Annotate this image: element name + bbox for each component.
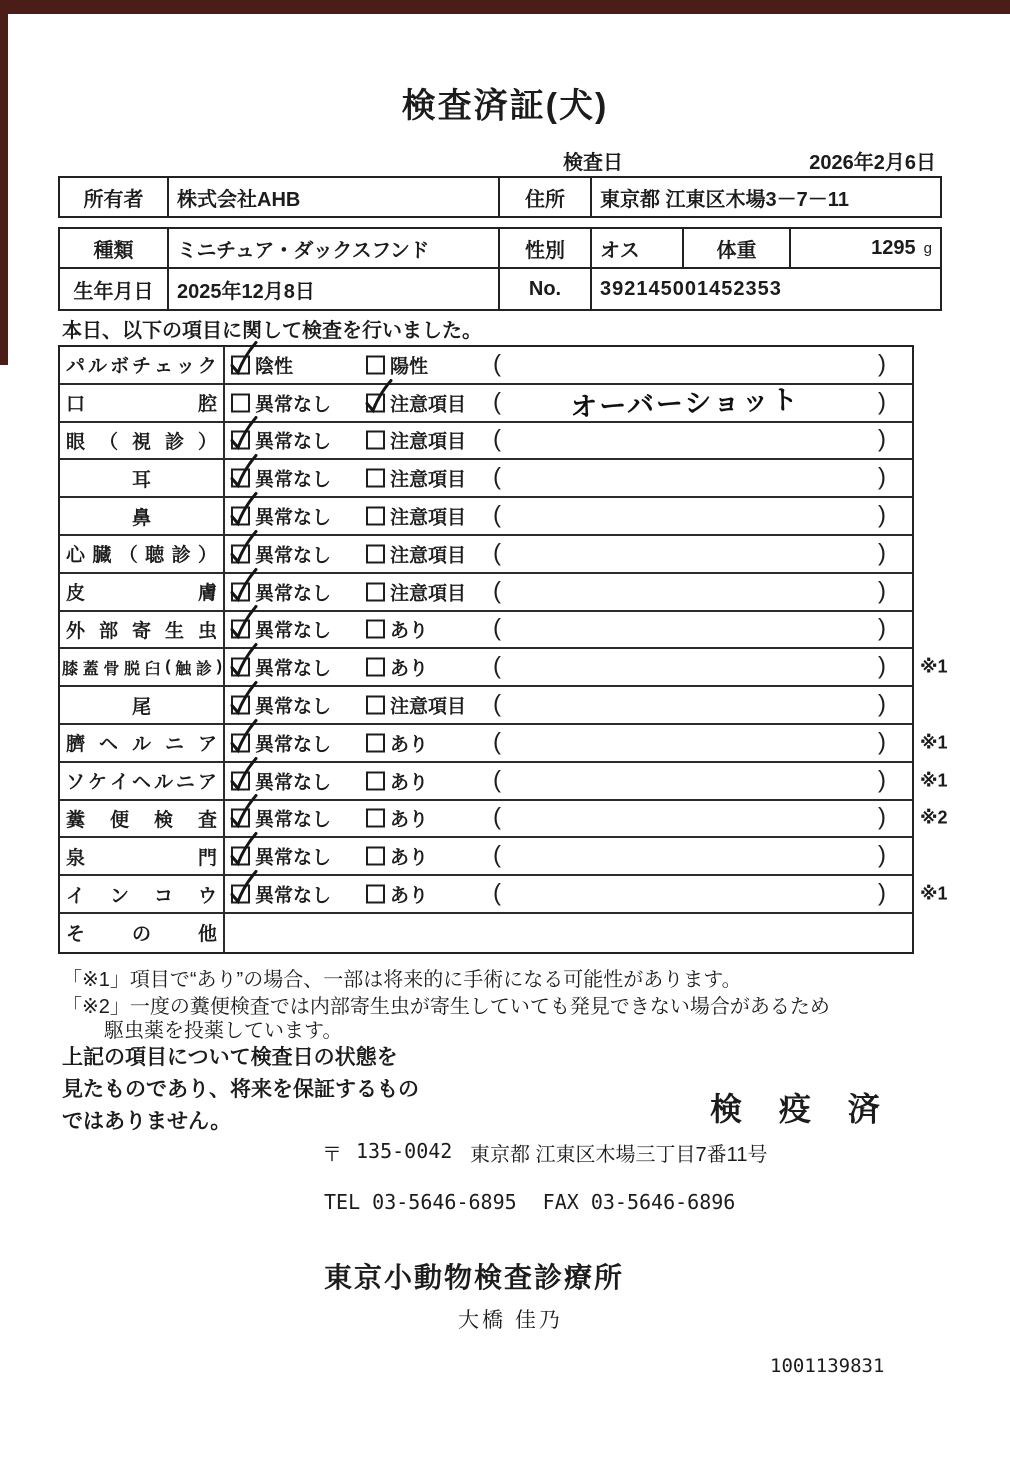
tel-number: TEL 03-5646-6895 <box>324 1190 517 1214</box>
exam-option <box>231 389 331 416</box>
paren-open: ( <box>493 425 501 453</box>
exam-option <box>366 729 428 756</box>
exam-item-label: 泉 門 <box>60 838 225 874</box>
exam-option <box>366 578 466 605</box>
exam-option <box>231 805 331 832</box>
exam-option-label: 異常なし <box>255 734 332 756</box>
checkbox-unchecked <box>366 355 385 374</box>
exam-option <box>231 465 331 492</box>
checkbox-checked <box>231 469 250 488</box>
dog-info-table <box>58 227 942 270</box>
paren-open: ( <box>493 388 501 416</box>
checkbox-unchecked <box>366 620 385 639</box>
disclaimer-line-3: ではありません。 <box>62 1110 232 1133</box>
exam-option-label: あり <box>390 809 429 831</box>
checkbox-checked <box>366 393 385 412</box>
exam-row-content <box>225 574 912 610</box>
exam-row <box>60 574 912 612</box>
exam-item-label: 臍 ヘ ル ニ ア <box>60 725 225 761</box>
exam-option-label: 注意項目 <box>390 431 467 453</box>
exam-option-label: あり <box>390 772 429 794</box>
paren-open: ( <box>493 728 501 756</box>
exam-option <box>231 351 293 378</box>
exam-option <box>231 654 331 681</box>
exam-item-label: 外 部 寄 生 虫 <box>60 612 225 648</box>
paren-close: ) <box>878 690 886 718</box>
paren-open: ( <box>493 690 501 718</box>
checkbox-checked <box>231 620 250 639</box>
serial-number: 1001139831 <box>770 1355 885 1377</box>
weight-number: 1295 <box>871 237 916 259</box>
handwritten-note: オーバーショット <box>569 384 801 423</box>
paren-open: ( <box>493 501 501 529</box>
exam-option <box>366 540 466 567</box>
paren-close: ) <box>878 766 886 794</box>
paren-close: ) <box>878 803 886 831</box>
intro-text: 本日、以下の項目に関して検査を行いました。 <box>62 320 482 342</box>
exam-row-content <box>225 763 912 799</box>
exam-option <box>366 427 466 454</box>
exam-item-label: ソ ケ イ ヘ ル ニ ア <box>60 763 225 799</box>
scan-edge-top <box>0 0 1010 14</box>
exam-option-label: 注意項目 <box>390 583 467 605</box>
exam-row-content <box>225 423 912 459</box>
exam-option-label: 異常なし <box>255 469 332 491</box>
reference-mark: ※1 <box>920 656 948 677</box>
exam-row-content <box>225 801 912 837</box>
exam-item-label: 尾 <box>60 687 225 723</box>
checkbox-checked <box>231 733 250 752</box>
footnote-2: 「※2」一度の糞便検査では内部寄生虫が寄生していても発見できない場合があるため <box>62 996 830 1018</box>
exam-row <box>60 801 948 839</box>
exam-item-label: 眼 （ 視 診 ） <box>60 423 225 459</box>
examiner-name: 大橋 佳乃 <box>458 1309 563 1332</box>
disclaimer-text <box>62 1042 419 1138</box>
exam-option <box>231 729 331 756</box>
paren-open: ( <box>493 463 501 491</box>
exam-option-label: 異常なし <box>255 394 332 416</box>
paren-close: ) <box>878 652 886 680</box>
exam-option <box>366 351 428 378</box>
exam-option-label: 注意項目 <box>390 545 467 567</box>
exam-row <box>60 460 912 498</box>
exam-item-label: 皮 膚 <box>60 574 225 610</box>
sex-label: 性別 <box>498 229 590 268</box>
exam-option <box>231 540 331 567</box>
paren-open: ( <box>493 577 501 605</box>
checkbox-checked <box>231 582 250 601</box>
exam-row <box>60 876 948 914</box>
owner-value: 株式会社AHB <box>167 178 498 216</box>
exam-row <box>60 687 912 725</box>
exam-option <box>366 503 466 530</box>
fax-number: FAX 03-5646-6896 <box>542 1190 736 1214</box>
owner-label: 所有者 <box>83 188 144 211</box>
exam-option-label: 異常なし <box>255 847 332 869</box>
checkbox-checked <box>231 771 250 790</box>
exam-row <box>60 763 948 801</box>
checkbox-unchecked <box>366 847 385 866</box>
paren-open: ( <box>493 879 501 907</box>
exam-option-label: 異常なし <box>255 583 332 605</box>
exam-option <box>231 843 331 870</box>
paren-close: ) <box>878 879 886 907</box>
exam-option-label: 注意項目 <box>390 394 467 416</box>
exam-option <box>231 427 331 454</box>
exam-item-label: イ ン コ ウ <box>60 876 225 912</box>
paren-close: ) <box>878 350 886 378</box>
checkbox-unchecked <box>366 809 385 828</box>
paren-close: ) <box>878 539 886 567</box>
weight-unit: g <box>923 240 932 257</box>
inspection-date-value: 2026年2月6日 <box>809 152 936 174</box>
exam-option <box>231 503 331 530</box>
paren-close: ) <box>878 501 886 529</box>
exam-option <box>366 843 428 870</box>
checkbox-checked <box>231 507 250 526</box>
disclaimer-line-2: 見たものであり、将来を保証するもの <box>62 1078 419 1101</box>
checkbox-unchecked <box>366 733 385 752</box>
exam-row <box>60 649 948 687</box>
birthdate-label: 生年月日 <box>73 280 154 303</box>
birthdate-value: 2025年12月8日 <box>167 269 498 309</box>
exam-option <box>231 616 331 643</box>
footnote-1: 「※1」項目で“あり”の場合、一部は将来的に手術になる可能性があります。 <box>62 969 742 991</box>
checkbox-checked <box>231 355 250 374</box>
address-label: 住所 <box>498 178 590 216</box>
exam-row-content <box>225 914 912 952</box>
exam-option <box>366 767 428 794</box>
checkbox-checked <box>231 847 250 866</box>
exam-option <box>366 616 428 643</box>
exam-item-label: 糞 便 検 査 <box>60 801 225 837</box>
exam-option-label: 異常なし <box>255 620 332 642</box>
exam-item-label: 膝 蓋 骨 脱 臼 ( 触 診 ) <box>60 649 225 685</box>
exam-option-label: あり <box>390 620 429 642</box>
exam-option-label: 異常なし <box>255 696 332 718</box>
reference-mark: ※1 <box>920 770 948 791</box>
exam-option-label: あり <box>390 734 429 756</box>
exam-option-label: 異常なし <box>255 772 332 794</box>
paren-close: ) <box>878 841 886 869</box>
exam-row-content <box>225 536 912 572</box>
owner-table <box>58 176 942 218</box>
postal-mark: 〒 <box>322 1144 342 1166</box>
paren-close: ) <box>878 425 886 453</box>
paren-open: ( <box>493 539 501 567</box>
reference-mark: ※1 <box>920 883 948 904</box>
disclaimer-line-1: 上記の項目について検査日の状態を <box>62 1046 398 1069</box>
checkbox-unchecked <box>231 393 250 412</box>
breed-value: ミニチュア・ダックスフンド <box>167 229 498 268</box>
clinic-address: 東京都 江東区木場三丁目7番11号 <box>470 1144 768 1166</box>
weight-label: 体重 <box>682 229 789 268</box>
exam-option-label: 異常なし <box>255 658 332 680</box>
exam-row <box>60 725 948 763</box>
exam-table <box>58 345 948 954</box>
exam-option-label: 異常なし <box>255 809 332 831</box>
exam-option <box>366 881 428 908</box>
exam-item-label: 鼻 <box>60 498 225 534</box>
exam-row-content <box>225 498 912 534</box>
breed-label: 種類 <box>93 240 134 262</box>
checkbox-unchecked <box>366 696 385 715</box>
exam-option-label: 注意項目 <box>390 469 467 491</box>
checkbox-unchecked <box>366 469 385 488</box>
exam-row <box>60 914 912 952</box>
paren-close: ) <box>878 728 886 756</box>
exam-item-label: パ ル ボ チ ェ ッ ク <box>60 347 225 383</box>
exam-option-label: あり <box>390 885 429 907</box>
paren-open: ( <box>493 803 501 831</box>
exam-row <box>60 838 912 876</box>
exam-option-label: 陽性 <box>390 356 429 378</box>
paren-open: ( <box>493 841 501 869</box>
exam-row-content <box>225 838 912 874</box>
exam-option-label: 異常なし <box>255 507 332 529</box>
paren-close: ) <box>878 614 886 642</box>
number-value: 392145001452353 <box>590 269 940 309</box>
exam-row <box>60 612 912 650</box>
exam-option <box>366 805 428 832</box>
scan-edge-left <box>0 0 8 365</box>
exam-row <box>60 423 912 461</box>
address-value: 東京都 江東区木場3－7－11 <box>590 178 940 216</box>
paren-close: ) <box>878 388 886 416</box>
quarantine-stamp: 検 疫 済 <box>710 1091 894 1127</box>
exam-option <box>231 578 331 605</box>
checkbox-checked <box>231 544 250 563</box>
exam-row <box>60 498 912 536</box>
checkbox-checked <box>231 431 250 450</box>
inspection-date-label: 検査日 <box>563 152 623 174</box>
checkbox-unchecked <box>366 658 385 677</box>
checkbox-unchecked <box>366 582 385 601</box>
checkbox-checked <box>231 885 250 904</box>
footnote-3: 駆虫薬を投薬しています。 <box>104 1020 343 1042</box>
exam-item-label: 耳 <box>60 460 225 496</box>
exam-option <box>231 767 331 794</box>
exam-option-label: あり <box>390 847 429 869</box>
number-label: No. <box>498 269 590 309</box>
reference-mark: ※1 <box>920 732 948 753</box>
exam-item-label: 口 腔 <box>60 385 225 421</box>
exam-item-label: そ の 他 <box>60 914 225 952</box>
paren-open: ( <box>493 652 501 680</box>
paren-open: ( <box>493 614 501 642</box>
exam-option-label: 異常なし <box>255 431 332 453</box>
exam-option <box>366 465 466 492</box>
exam-row <box>60 536 912 574</box>
checkbox-unchecked <box>366 431 385 450</box>
exam-row-content <box>225 725 912 761</box>
exam-row-content <box>225 460 912 496</box>
exam-row-content <box>225 876 912 912</box>
checkbox-unchecked <box>366 544 385 563</box>
postal-code: 135-0042 <box>356 1139 453 1163</box>
paren-close: ) <box>878 577 886 605</box>
exam-option-label: 陰性 <box>255 356 294 378</box>
tel-fax-line <box>324 1190 761 1214</box>
exam-option-label: 注意項目 <box>390 507 467 529</box>
exam-row-content <box>225 612 912 648</box>
exam-option <box>231 881 331 908</box>
weight-value <box>789 229 940 268</box>
exam-option-label: 注意項目 <box>390 696 467 718</box>
exam-option <box>231 692 331 719</box>
exam-option-label: 異常なし <box>255 885 332 907</box>
checkbox-unchecked <box>366 771 385 790</box>
exam-row-content <box>225 649 912 685</box>
reference-mark: ※2 <box>920 807 948 828</box>
clinic-name: 東京小動物検査診療所 <box>324 1262 625 1293</box>
paren-open: ( <box>493 350 501 378</box>
checkbox-unchecked <box>366 507 385 526</box>
exam-option <box>366 692 466 719</box>
exam-option <box>366 654 428 681</box>
birth-number-table <box>58 267 942 311</box>
exam-option-label: 異常なし <box>255 545 332 567</box>
checkbox-checked <box>231 696 250 715</box>
page-title: 検査済証(犬) <box>401 87 609 125</box>
sex-value: オス <box>590 229 682 268</box>
checkbox-checked <box>231 809 250 828</box>
exam-option <box>366 389 466 416</box>
exam-option-label: あり <box>390 658 429 680</box>
checkbox-checked <box>231 658 250 677</box>
paren-close: ) <box>878 463 886 491</box>
exam-row <box>60 385 912 423</box>
exam-row-content <box>225 687 912 723</box>
paren-open: ( <box>493 766 501 794</box>
exam-item-label: 心 臓 （ 聴 診 ） <box>60 536 225 572</box>
exam-row-content <box>225 385 912 421</box>
checkbox-unchecked <box>366 885 385 904</box>
